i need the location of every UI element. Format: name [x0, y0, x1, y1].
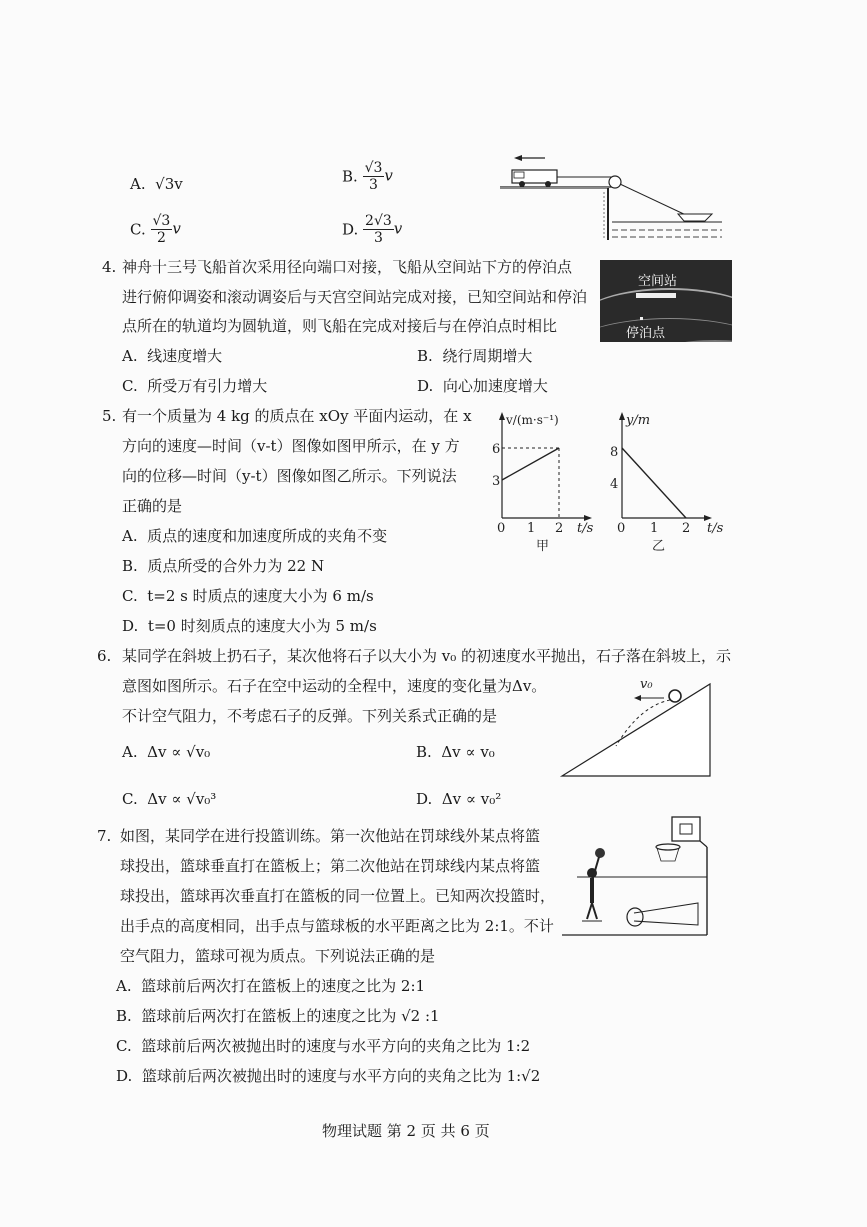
q4-option-b	[417, 346, 532, 366]
variable: v	[384, 166, 393, 185]
option-text: 篮球前后两次打在篮板上的速度之比为 √2 :1	[141, 1007, 440, 1025]
option-label: B.	[116, 1007, 132, 1025]
option-label: C.	[122, 587, 138, 605]
basketball-figure	[562, 815, 712, 943]
q6-stem-line-1: 某同学在斜坡上扔石子，某次他将石子以大小为 v₀ 的初速度水平抛出，石子落在斜坡上，示	[122, 647, 732, 665]
option-text: 篮球前后两次打在篮板上的速度之比为 2:1	[141, 977, 426, 995]
q7-option-d	[116, 1066, 540, 1086]
q5-stem-line-4: 正确的是	[122, 497, 183, 515]
option-label: A.	[122, 347, 138, 365]
option-text: 篮球前后两次被抛出时的速度与水平方向的夹角之比为 1:2	[141, 1037, 531, 1055]
q5-option-b	[122, 556, 324, 576]
x-tick: 0	[617, 521, 626, 536]
numerator: √3	[364, 160, 383, 176]
fraction	[363, 213, 394, 246]
variable: v	[393, 219, 403, 238]
option-label: C.	[122, 790, 138, 808]
option-label: C.	[116, 1037, 132, 1055]
option-label: D.	[342, 220, 359, 239]
option-text: Δv ∝ √v₀³	[147, 790, 217, 808]
q5-option-a	[122, 526, 387, 546]
q6-number: 6.	[97, 647, 112, 665]
q5-option-d	[122, 616, 377, 636]
q4-stem-line-1: 神舟十三号飞船首次采用径向端口对接，飞船从空间站下方的停泊点	[122, 258, 573, 276]
backboard	[672, 817, 700, 841]
option-text: t=0 时刻质点的速度大小为 5 m/s	[147, 617, 377, 635]
graph-caption: 甲	[536, 539, 550, 554]
q4-stem-line-3: 点所在的轨道均为圆轨道，则飞船在完成对接后与在停泊点时相比	[122, 317, 558, 335]
q5-stem-line-1: 有一个质量为 4 kg 的质点在 xOy 平面内运动，在 x	[122, 407, 472, 425]
q7-stem-line-5: 空气阻力，篮球可视为质点。下列说法正确的是	[120, 947, 436, 965]
q7-stem-line-3: 球投出，篮球再次垂直打在篮板的同一位置上。已知两次投篮时，	[120, 887, 556, 905]
q7-option-b	[116, 1006, 440, 1026]
fraction	[151, 213, 173, 246]
q7-option-a	[116, 976, 425, 996]
y-tick: 6	[492, 442, 501, 457]
option-text: 向心加速度增大	[442, 377, 548, 395]
yt-line	[622, 448, 686, 518]
vt-line	[502, 448, 559, 480]
space-station-photo	[600, 260, 732, 342]
truck-boat-figure	[500, 150, 725, 245]
q4-stem-line-2: 进行俯仰调姿和滚动调姿后与天宫空间站完成对接，已知空间站和停泊	[122, 288, 588, 306]
option-text: Δv ∝ v₀	[441, 743, 495, 761]
denominator: 2	[156, 230, 166, 246]
option-label: D.	[417, 377, 434, 395]
option-text: 质点的速度和加速度所成的夹角不变	[147, 527, 388, 545]
q7-stem-line-2: 球投出，篮球垂直打在篮板上；第二次他站在罚球线内某点将篮	[120, 857, 541, 875]
option-label: A.	[122, 743, 138, 761]
fraction	[363, 160, 385, 193]
q3-option-d	[342, 213, 402, 246]
option-label: B.	[122, 557, 138, 575]
option-text: 篮球前后两次被抛出时的速度与水平方向的夹角之比为 1:√2	[141, 1067, 541, 1085]
v0-label: v₀	[640, 677, 653, 692]
q5-option-c	[122, 586, 374, 606]
denominator: 3	[373, 230, 383, 246]
x-tick: 2	[555, 521, 564, 536]
basketball-icon	[595, 848, 605, 858]
q6-option-b	[416, 742, 495, 762]
option-label: C.	[130, 220, 146, 239]
x-tick: 1	[650, 521, 659, 536]
y-tick: 3	[492, 474, 501, 489]
y-axis-label: v/(m·s⁻¹)	[506, 413, 559, 427]
q3-option-b	[342, 160, 393, 193]
q4-number: 4.	[102, 258, 117, 276]
q4-option-a	[122, 346, 222, 366]
hoop	[656, 844, 680, 850]
x-tick: 2	[682, 521, 691, 536]
page-footer: 物理试题 第 2 页 共 6 页	[322, 1122, 490, 1140]
q6-option-a	[122, 742, 210, 762]
option-text: Δv ∝ √v₀	[147, 743, 211, 761]
q6-stem-line-3: 不计空气阻力，不考虑石子的反弹。下列关系式正确的是	[122, 707, 498, 725]
station-label: 空间站	[638, 274, 678, 289]
q6-option-d	[416, 789, 501, 809]
q4-option-c	[122, 376, 267, 396]
slope-figure	[560, 676, 720, 778]
option-label: D.	[116, 1067, 133, 1085]
option-text: 所受万有引力增大	[147, 377, 268, 395]
option-label: A.	[122, 527, 138, 545]
option-label: B.	[342, 167, 358, 186]
q7-option-c	[116, 1036, 530, 1056]
x-axis-label: t/s	[707, 521, 724, 536]
option-label: C.	[122, 377, 138, 395]
x-axis-label: t/s	[577, 521, 594, 536]
q7-stem-line-1: 如图，某同学在进行投篮训练。第一次他站在罚球线外某点将篮	[120, 827, 541, 845]
y-axis-label: y/m	[626, 413, 651, 428]
q6-stem-line-2: 意图如图所示。石子在空中运动的全程中，速度的变化量为Δv。	[122, 677, 547, 695]
stone-icon	[669, 690, 681, 702]
numerator: √3	[152, 213, 171, 229]
x-tick: 0	[497, 521, 506, 536]
option-text: 线速度增大	[147, 347, 223, 365]
option-text: t=2 s 时质点的速度大小为 6 m/s	[147, 587, 374, 605]
option-text: 绕行周期增大	[442, 347, 533, 365]
q4-option-d	[417, 376, 548, 396]
option-text: √3v	[155, 175, 183, 193]
option-text: 质点所受的合外力为 22 N	[147, 557, 325, 575]
option-label: A.	[130, 175, 146, 193]
q3-option-c	[130, 213, 181, 246]
variable: v	[172, 219, 181, 238]
numerator: 2√3	[365, 213, 392, 229]
y-tick: 8	[610, 445, 619, 460]
option-label: D.	[122, 617, 139, 635]
x-tick: 1	[527, 521, 536, 536]
q5-stem-line-2: 方向的速度—时间（v-t）图像如图甲所示，在 y 方	[122, 437, 460, 455]
q5-number: 5.	[102, 407, 117, 425]
q3-option-a	[130, 174, 183, 194]
option-label: B.	[416, 743, 432, 761]
denominator: 3	[369, 177, 378, 193]
graph-jia	[490, 408, 600, 558]
q5-stem-line-3: 向的位移—时间（y-t）图像如图乙所示。下列说法	[122, 467, 457, 485]
q7-number: 7.	[97, 827, 112, 845]
option-label: D.	[416, 790, 433, 808]
option-text: Δv ∝ v₀²	[441, 790, 502, 808]
y-tick: 4	[610, 477, 619, 492]
q6-option-c	[122, 789, 216, 809]
option-label: A.	[116, 977, 132, 995]
q7-stem-line-4: 出手点的高度相同，出手点与篮球板的水平距离之比为 2:1。不计	[120, 917, 554, 935]
graph-caption: 乙	[652, 539, 666, 554]
graph-yi	[610, 408, 730, 558]
parking-label: 停泊点	[626, 326, 666, 341]
option-label: B.	[417, 347, 433, 365]
